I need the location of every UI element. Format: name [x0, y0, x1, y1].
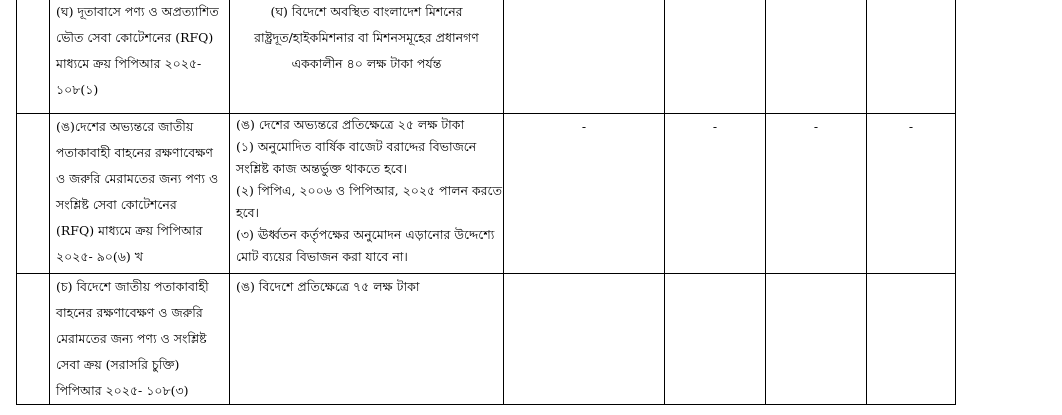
procurement-method-cell: [50, 0, 230, 114]
financial-authority-cell: [230, 114, 504, 274]
limit-cell-1: [504, 274, 665, 405]
serial-cell: [17, 114, 50, 274]
limit-cell-2: [665, 274, 766, 405]
limit-cell-1: -: [504, 114, 665, 274]
method-line: পিপিআর ২০২৫- ১০৮(৩): [56, 383, 189, 398]
method-line: মাধ্যমে ক্রয় পিপিআর ২০২৫-: [56, 56, 202, 71]
authority-line: মোট ব্যয়ের বিভাজন করা যাবে না।: [236, 249, 408, 264]
serial-cell: [17, 0, 50, 114]
procurement-method-cell: [50, 274, 230, 405]
table-row: [17, 0, 1059, 114]
limit-cell-3: [766, 274, 867, 405]
financial-authority-cell: [230, 0, 504, 114]
method-line: (ঘ) দূতাবাসে পণ্য ও অপ্রত্যাশিত: [56, 4, 219, 19]
limit-cell-2: [665, 0, 766, 114]
authority-line: (৩) ঊর্ধ্বতন কর্তৃপক্ষের অনুমোদন এড়ানোর উদ্দেশ্যে: [236, 227, 495, 242]
authority-line: রাষ্ট্রদূত/হাইকমিশনার বা মিশনসমূহের প্রধানগণ: [254, 30, 479, 45]
method-line: সেবা ক্রয় (সরাসরি চুক্তি): [56, 357, 180, 372]
limit-cell-3: -: [766, 114, 867, 274]
authority-line: সংশ্লিষ্ট কাজ অন্তর্ভুক্ত থাকতে হবে।: [236, 161, 408, 176]
table-row: [17, 114, 1059, 274]
method-line: সংশ্লিষ্ট সেবা কোটেশনের: [56, 197, 177, 212]
authority-line: (ঙ) দেশের অভ্যন্তরে প্রতিক্ষেত্রে ২৫ লক্ষ টাকা: [236, 117, 465, 132]
limit-cell-3: [766, 0, 867, 114]
table-row: [17, 274, 1059, 405]
authority-line: (ঘ) বিদেশে অবস্থিত বাংলাদেশ মিশনের: [270, 4, 463, 19]
authority-line: (ঙ) বিদেশে প্রতিক্ষেত্রে ৭৫ লক্ষ টাকা: [236, 279, 420, 294]
method-line: মেরামতের জন্য পণ্য ও সংশ্লিষ্ট: [56, 331, 207, 346]
method-line: (RFQ) মাধ্যমে ক্রয় পিপিআর: [56, 223, 203, 238]
serial-cell: [17, 274, 50, 405]
method-line: ও জরুরি মেরামতের জন্য পণ্য ও: [56, 171, 219, 186]
limit-cell-4: -: [867, 114, 956, 274]
authority-line: এককালীন ৪০ লক্ষ টাকা পর্যন্ত: [291, 56, 442, 71]
limit-cell-4: [867, 274, 956, 405]
method-line: (চ) বিদেশে জাতীয় পতাকাবাহী: [56, 279, 209, 294]
method-line: ২০২৫- ৯০(৬) খ: [56, 249, 143, 264]
procurement-method-cell: [50, 114, 230, 274]
method-line: বাহনের রক্ষণাবেক্ষণ ও জরুরি: [56, 305, 203, 320]
limit-cell-2: -: [665, 114, 766, 274]
limit-cell-1: [504, 0, 665, 114]
limit-cell-4: [867, 0, 956, 114]
method-line: পতাকাবাহী বাহনের রক্ষণাবেক্ষণ: [56, 145, 213, 160]
authority-line: (১) অনুমোদিত বার্ষিক বাজেট বরাদ্দের বিভাজনে: [236, 139, 477, 154]
financial-authority-cell: [230, 274, 504, 405]
authority-line: হবে।: [236, 205, 260, 220]
method-line: ১০৮(১): [56, 82, 99, 97]
method-line: ভৌত সেবা কোটেশনের (RFQ): [56, 30, 214, 45]
method-line: (ঙ)দেশের অভ্যন্তরে জাতীয়: [56, 119, 194, 134]
delegation-table: [16, 0, 1059, 405]
authority-line: (২) পিপিএ, ২০০৬ ও পিপিআর, ২০২৫ পালন করতে: [236, 183, 502, 198]
